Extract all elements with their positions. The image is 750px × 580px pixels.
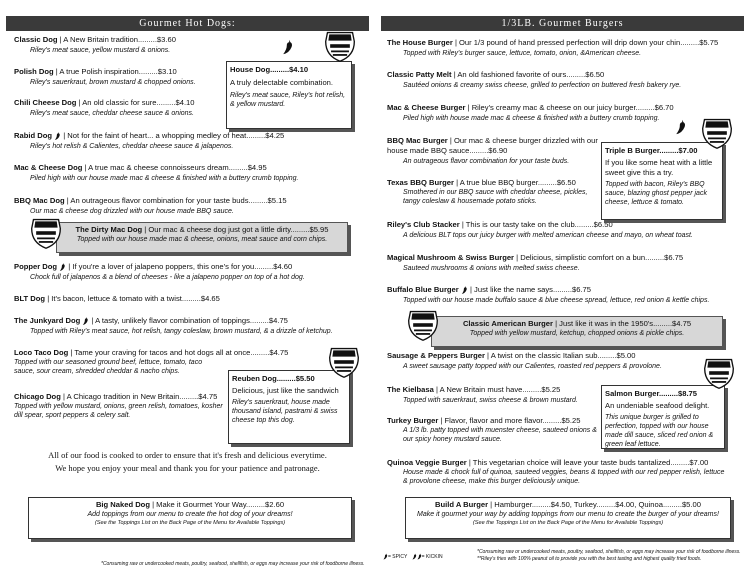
menu-item-chili-cheese-dog: Chili Cheese Dog | An old classic for sure.........$4.10 Riley's meat sauce, cheddar cheese sauce & onions. bbox=[14, 98, 195, 117]
menu-item-texas-bbq-burger: Texas BBQ Burger | A true blue BBQ burger.........$6.50 Smothered in our BBQ sauce with cheddar cheese, pickles, tangy coleslaw & housemade potato sticks. bbox=[387, 178, 588, 205]
menu-item-kielbasa: The Kielbasa | A New Britain must have.........$5.25 Topped with sauerkraut, swiss cheese & brown mustard. bbox=[387, 385, 578, 404]
menu-item-bbq-mac-burger: BBQ Mac Burger | Our mac & cheese burger drizzled with our house made BBQ sauce.........$6.90 An outrageous flavor combination for your taste buds. bbox=[387, 136, 598, 165]
spicy-pepper-icon bbox=[461, 286, 468, 294]
menu-item-mushroom-swiss-burger: Magical Mushroom & Swiss Burger | Delicious, simplistic comfort on a bun.........$6.75 Sauteed mushrooms & onions with melted swiss cheese. bbox=[387, 253, 684, 272]
menu-item-mac-cheese-burger: Mac & Cheese Burger | Riley's creamy mac & cheese on our juicy burger.........$6.70 Piled high with house made mac & cheese & finished with a buttery crumb topping. bbox=[387, 103, 674, 122]
burgers-banner: 1/3LB. Gourmet Burgers bbox=[381, 16, 744, 31]
menu-item-popper-dog: Popper Dog | If you're a lover of jalapeno poppers, this one's for you.........$4.60 Chock full of jalapenos & a blend of cheeses - like a jalapeno popper on top of a hot dog. bbox=[14, 262, 305, 281]
menu-item-turkey-burger: Turkey Burger | Flavor, flavor and more flavor.........$5.25 A 1/3 lb. patty topped with muenster cheese, sauteed onions & our spicy honey mustard sauce. bbox=[387, 416, 597, 443]
pepper-decoration-icon bbox=[282, 38, 294, 56]
build-a-burger-box: Build A Burger | Hamburger.........$4.50, Turkey.........$4.00, Quinoa.........$5.00 Make it gourmet your way by adding toppings from our menu to create the burger of your dreams! (See the Toppings List on the Back Page of the Menu for Available Toppings) bbox=[405, 497, 731, 539]
dirty-mac-dog-box: The Dirty Mac Dog | Our mac & cheese dog just got a little dirty.........$5.95 Topped with our house made mac & cheese, onions, meat sauce and corn chips. bbox=[56, 222, 348, 253]
house-dog-box: House Dog.........$4.10 A truly delectable combination. Riley's meat sauce, Riley's hot relish, & yellow mustard. bbox=[226, 61, 352, 129]
thank-you-note: We hope you enjoy your meal and thank you for your patience and patronage. bbox=[55, 463, 320, 473]
reuben-dog-box: Reuben Dog.........$5.50 Delicious, just like the sandwich Riley's sauerkraut, house made thousand island, pastrami & swiss cheese top this dog. bbox=[228, 370, 350, 444]
cooked-to-order-note: All of our food is cooked to order to ensure that it's fresh and delicious everytime. bbox=[48, 450, 327, 460]
rileys-logo-icon bbox=[322, 29, 358, 63]
pepper-decoration-icon bbox=[675, 118, 687, 136]
menu-item-sausage-peppers-burger: Sausage & Peppers Burger | A twist on the classic Italian sub.........$5.00 A sweet sausage patty topped with our Calientes, roasted red peppers & provolone. bbox=[387, 351, 662, 370]
menu-item-bbq-mac-dog: BBQ Mac Dog | An outrageous flavor combination for your taste buds.........$5.15 Our mac & cheese dog drizzled with our house made BBQ sauce. bbox=[14, 196, 287, 215]
menu-item-house-burger: The House Burger | Our 1/3 pound of hand pressed perfection will drip down your chin.........$5.75 Topped with Riley's burger sauce, lettuce, tomato, onion, &American cheese. bbox=[387, 38, 719, 57]
menu-item-loco-taco-dog: Loco Taco Dog | Tame your craving for tacos and hot dogs all at once.........$4.75 Topped with our seasoned ground beef, lettuce, tomato, taco sauce, sour cream, shredded cheddar & nacho chips. bbox=[14, 348, 289, 375]
rileys-logo-icon bbox=[405, 308, 441, 342]
menu-item-club-stacker: Riley's Club Stacker | This is our tasty take on the club.........$6.50 A delicious BLT tops our juicy burger with melted american cheese and mayo, on wheat toast. bbox=[387, 220, 693, 239]
menu-item-buffalo-blue-burger: Buffalo Blue Burger | Just like the name says.........$6.75 Topped with our house made buffalo sauce & blue cheese spread, lettuce, red onion & kettle chips. bbox=[387, 285, 710, 304]
menu-item-junkyard-dog: The Junkyard Dog | A tasty, unlikely flavor combination of toppings.........$4.75 Topped with Riley's meat sauce, hot relish, tangy coleslaw, brown mustard, & a drizzle of ketchup. bbox=[14, 316, 333, 335]
menu-item-rabid-dog: Rabid Dog | Not for the faint of heart... a whopping medley of heat.........$4.25 Riley's hot relish & Calientes, cheddar cheese sauce & jalapenos. bbox=[14, 131, 285, 150]
menu-item-classic-patty-melt: Classic Patty Melt | An old fashioned favorite of ours.........$6.50 Sautéed onions & creamy swiss cheese, grilled to perfection on buttered fresh bakery rye. bbox=[387, 70, 682, 89]
classic-american-burger-box: Classic American Burger | Just like it was in the 1950's.........$4.75 Topped with yellow mustard, ketchup, chopped onions & pickle chips. bbox=[431, 316, 723, 347]
rileys-logo-icon bbox=[326, 345, 362, 379]
rileys-logo-icon bbox=[699, 116, 735, 150]
rileys-logo-icon bbox=[28, 216, 64, 250]
hot-dogs-banner: Gourmet Hot Dogs: bbox=[6, 16, 369, 31]
peanut-oil-note: **Riley's fries with 100% peanut oil to provide you with the best tasting and highest quality fried foods. bbox=[477, 556, 702, 562]
menu-item-classic-dog: Classic Dog | A New Britain tradition.........$3.60 Riley's meat sauce, yellow mustard & onions. bbox=[14, 35, 176, 54]
burgers-column bbox=[381, 0, 744, 580]
foodborne-illness-note: *Consuming raw or undercooked meats, poultry, seafood, shellfish, or eggs may increase your risk of foodborne illness. bbox=[477, 549, 741, 555]
spice-legend: = SPICY = KICKIN bbox=[383, 553, 443, 561]
menu-item-polish-dog: Polish Dog | A true Polish inspiration.........$3.10 Riley's sauerkraut, brown mustard & chopped onions. bbox=[14, 67, 196, 86]
menu-item-quinoa-veggie-burger: Quinoa Veggie Burger | This vegetarian choice will leave your taste buds tantalized.........$7.00 House made & chock full of quinoa, sauteed veggies, beans & topped with our red pepper relish, lettuce & provolone cheese, make this burger deliciously unique. bbox=[387, 458, 725, 485]
big-naked-dog-box: Big Naked Dog | Make it Gourmet Your Way.........$2.60 Add toppings from our menu to create the hot dog of your dreams! (See the Toppings List on the Back Page of the Menu for Available Toppings) bbox=[28, 497, 352, 539]
salmon-burger-box: Salmon Burger.........$8.75 An undeniable seafood delight. This unique burger is grilled to perfection, topped with our house made dill sauce, sliced red onion & green leaf lettuce. bbox=[601, 385, 725, 449]
menu-item-chicago-dog: Chicago Dog | A Chicago tradition in New Britain.........$4.75 Topped with yellow mustard, onions, green relish, tomatoes, kosher dill spear, sport peppers & celery salt. bbox=[14, 392, 223, 419]
menu-item-blt-dog: BLT Dog | It's bacon, lettuce & tomato with a twist.........$4.65 bbox=[14, 294, 220, 303]
hot-dogs-column bbox=[6, 0, 369, 580]
menu-item-mac-cheese-dog: Mac & Cheese Dog | A true mac & cheese connoisseurs dream.........$4.95 Piled high with our house made mac & cheese & finished with a buttery crumb topping. bbox=[14, 163, 299, 182]
triple-b-burger-box: Triple B Burger.........$7.00 If you like some heat with a little sweet give this a try. Topped with bacon, Riley's BBQ sauce, blazing ghost pepper jack cheese, lettuce & tomato. bbox=[601, 142, 723, 220]
foodborne-illness-note: *Consuming raw or undercooked meats, poultry, seafood, shellfish, or eggs may increase your risk of foodborne illness. bbox=[101, 561, 365, 567]
rileys-logo-icon bbox=[701, 356, 737, 390]
